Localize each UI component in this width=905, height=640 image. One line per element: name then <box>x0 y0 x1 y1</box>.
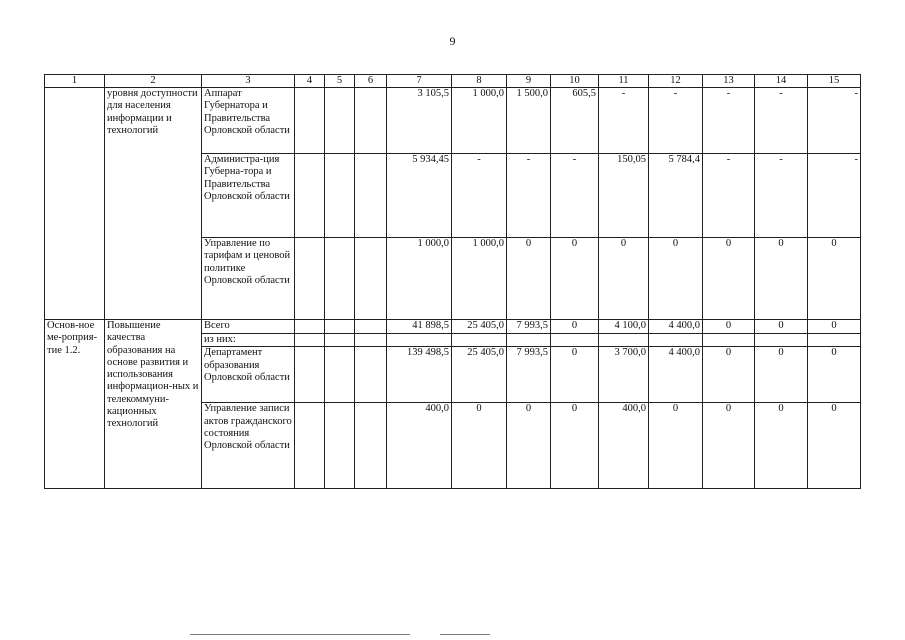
empty-cell <box>295 154 325 238</box>
value-cell: 1 000,0 <box>387 238 452 320</box>
value-cell: 7 993,5 <box>507 320 551 334</box>
value-cell: 3 105,5 <box>387 88 452 154</box>
value-cell: 0 <box>452 403 507 489</box>
empty-cell <box>355 334 387 347</box>
empty-cell <box>325 403 355 489</box>
executor-cell: Управление по тарифам и ценовой политике Орловской области <box>202 238 295 320</box>
executor-cell: Департамент образования Орловской области <box>202 347 295 403</box>
activity-number-cell <box>45 88 105 320</box>
header-cell: 8 <box>452 75 507 88</box>
value-cell: 7 993,5 <box>507 347 551 403</box>
scan-artifact-line <box>190 634 410 635</box>
value-cell: 0 <box>551 238 599 320</box>
empty-cell <box>355 403 387 489</box>
value-cell: - <box>551 154 599 238</box>
value-cell: - <box>755 154 808 238</box>
empty-cell <box>325 334 355 347</box>
header-cell: 3 <box>202 75 295 88</box>
value-cell: 41 898,5 <box>387 320 452 334</box>
value-cell: 25 405,0 <box>452 347 507 403</box>
empty-cell <box>325 88 355 154</box>
empty-cell <box>295 88 325 154</box>
value-cell: 605,5 <box>551 88 599 154</box>
value-cell: 4 400,0 <box>649 320 703 334</box>
header-cell: 4 <box>295 75 325 88</box>
empty-cell <box>355 154 387 238</box>
value-cell <box>551 334 599 347</box>
value-cell: 139 498,5 <box>387 347 452 403</box>
value-cell: 0 <box>808 320 861 334</box>
header-cell: 11 <box>599 75 649 88</box>
activity-description-cell: уровня доступности для населения информации и технологий <box>105 88 202 320</box>
value-cell: 0 <box>755 347 808 403</box>
value-cell: 0 <box>703 347 755 403</box>
value-cell <box>703 334 755 347</box>
value-cell: 0 <box>755 403 808 489</box>
value-cell: 0 <box>703 238 755 320</box>
value-cell <box>507 334 551 347</box>
value-cell: 3 700,0 <box>599 347 649 403</box>
executor-cell: из них: <box>202 334 295 347</box>
executor-cell: Администра-ция Губерна-тора и Правительства Орловской области <box>202 154 295 238</box>
value-cell: 1 000,0 <box>452 88 507 154</box>
value-cell: 0 <box>703 403 755 489</box>
empty-cell <box>355 88 387 154</box>
value-cell: - <box>507 154 551 238</box>
executor-cell: Всего <box>202 320 295 334</box>
empty-cell <box>295 238 325 320</box>
value-cell <box>387 334 452 347</box>
value-cell: - <box>599 88 649 154</box>
empty-cell <box>325 238 355 320</box>
value-cell <box>649 334 703 347</box>
empty-cell <box>295 334 325 347</box>
header-cell: 9 <box>507 75 551 88</box>
header-cell: 7 <box>387 75 452 88</box>
header-cell: 13 <box>703 75 755 88</box>
value-cell: 0 <box>551 347 599 403</box>
header-cell: 6 <box>355 75 387 88</box>
header-cell: 15 <box>808 75 861 88</box>
empty-cell <box>295 347 325 403</box>
empty-cell <box>325 320 355 334</box>
value-cell: 1 500,0 <box>507 88 551 154</box>
value-cell: 0 <box>551 403 599 489</box>
table-row <box>45 88 861 154</box>
value-cell: 150,05 <box>599 154 649 238</box>
value-cell: - <box>649 88 703 154</box>
value-cell <box>808 334 861 347</box>
value-cell: 5 934,45 <box>387 154 452 238</box>
value-cell: 0 <box>649 403 703 489</box>
header-cell: 5 <box>325 75 355 88</box>
activity-number-cell: Основ-ное ме-роприя-тие 1.2. <box>45 320 105 489</box>
executor-cell: Управление записи актов гражданского состояния Орловской области <box>202 403 295 489</box>
value-cell: - <box>755 88 808 154</box>
value-cell: - <box>452 154 507 238</box>
value-cell: 0 <box>507 403 551 489</box>
budget-table <box>44 74 861 489</box>
value-cell: 0 <box>808 238 861 320</box>
value-cell: 0 <box>808 347 861 403</box>
value-cell: 0 <box>808 403 861 489</box>
value-cell <box>452 334 507 347</box>
empty-cell <box>355 238 387 320</box>
value-cell: 4 100,0 <box>599 320 649 334</box>
value-cell <box>599 334 649 347</box>
value-cell: 1 000,0 <box>452 238 507 320</box>
value-cell: 5 784,4 <box>649 154 703 238</box>
value-cell: 4 400,0 <box>649 347 703 403</box>
activity-description-cell: Повышение качества образования на основе развития и использования информацион-ных и телекоммуни-кационных технологий <box>105 320 202 489</box>
table-row <box>45 320 861 334</box>
value-cell: 0 <box>649 238 703 320</box>
value-cell: - <box>703 88 755 154</box>
value-cell: - <box>808 88 861 154</box>
value-cell: 0 <box>755 238 808 320</box>
value-cell: 0 <box>507 238 551 320</box>
empty-cell <box>295 403 325 489</box>
header-cell: 10 <box>551 75 599 88</box>
value-cell: 400,0 <box>599 403 649 489</box>
empty-cell <box>355 320 387 334</box>
scan-artifact-line <box>440 634 490 635</box>
header-cell: 14 <box>755 75 808 88</box>
value-cell: 0 <box>703 320 755 334</box>
value-cell: 0 <box>599 238 649 320</box>
header-row <box>45 75 861 88</box>
empty-cell <box>295 320 325 334</box>
page-number: 9 <box>449 34 456 48</box>
header-cell: 12 <box>649 75 703 88</box>
header-cell: 1 <box>45 75 105 88</box>
executor-cell: Аппарат Губернатора и Правительства Орловской области <box>202 88 295 154</box>
header-cell: 2 <box>105 75 202 88</box>
value-cell: - <box>808 154 861 238</box>
value-cell <box>755 334 808 347</box>
empty-cell <box>355 347 387 403</box>
empty-cell <box>325 347 355 403</box>
value-cell: 0 <box>551 320 599 334</box>
value-cell: 400,0 <box>387 403 452 489</box>
value-cell: 25 405,0 <box>452 320 507 334</box>
value-cell: 0 <box>755 320 808 334</box>
value-cell: - <box>703 154 755 238</box>
empty-cell <box>325 154 355 238</box>
